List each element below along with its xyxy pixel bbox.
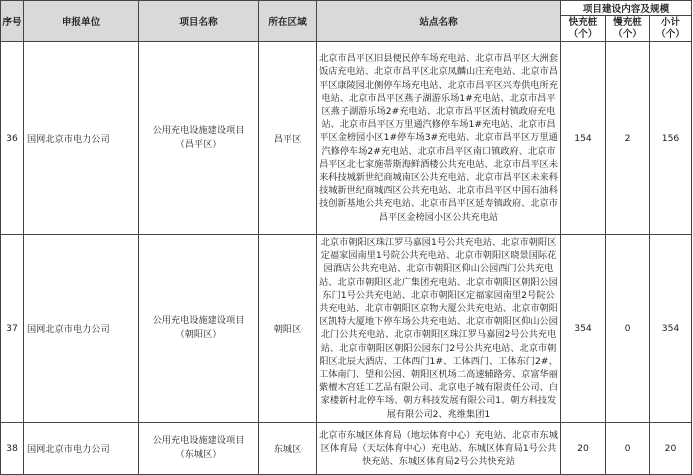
header-row-top — [1, 1, 692, 16]
header-sites: 站点名称 — [317, 1, 561, 42]
row-project: 公用充电设施建设项目（昌平区） — [139, 42, 259, 235]
header-fast: 快充桩（个） — [561, 16, 606, 42]
header-subtotal: 小计（个） — [650, 16, 692, 42]
row-district: 朝阳区 — [259, 235, 317, 423]
row-district: 昌平区 — [259, 42, 317, 235]
row-fast: 20 — [561, 422, 606, 474]
row-seq: 37 — [1, 235, 24, 423]
header-seq: 序号 — [1, 1, 24, 42]
row-project: 公用充电设施建设项目（朝阳区） — [139, 235, 259, 423]
header-district: 所在区域 — [259, 1, 317, 42]
header-slow: 慢充桩（个） — [606, 16, 650, 42]
header-unit: 申报单位 — [24, 1, 139, 42]
row-slow: 2 — [606, 42, 650, 235]
table-row — [1, 42, 692, 235]
row-unit: 国网北京市电力公司 — [24, 42, 139, 235]
row-subtotal: 354 — [650, 235, 692, 423]
header-scale-group: 项目建设内容及规模 — [561, 1, 692, 16]
header-project: 项目名称 — [139, 1, 259, 42]
row-unit: 国网北京市电力公司 — [24, 235, 139, 423]
row-seq: 36 — [1, 42, 24, 235]
row-project: 公用充电设施建设项目（东城区） — [139, 422, 259, 474]
table-row — [1, 422, 692, 474]
table-row — [1, 235, 692, 423]
row-subtotal: 156 — [650, 42, 692, 235]
row-slow: 0 — [606, 422, 650, 474]
row-district: 东城区 — [259, 422, 317, 474]
row-fast: 154 — [561, 42, 606, 235]
row-unit: 国网北京市电力公司 — [24, 422, 139, 474]
row-slow: 0 — [606, 235, 650, 423]
row-fast: 354 — [561, 235, 606, 423]
row-sites: 北京市东城区体育局（地坛体育中心）充电站、北京市东城区体育局（天坛体育中心）充电站、东城区体育局1号公共快充站、东城区体育局2号公共快充站 — [317, 422, 561, 474]
row-seq: 38 — [1, 422, 24, 474]
row-sites: 北京市昌平区旧县便民停车场充电站、北京市昌平区大洲套饭店充电站、北京市昌平区北京凤麟山庄充电站、北京市昌平区康陵园北侧停车场充电站、北京市昌平区兴寿供电所充电站、北京市昌平区燕子湖游乐场1#充电站、北京市昌平区燕子湖游乐场2#充电站、北京市昌平区流村镇政府充电站、北京市昌平区万里通汽修停车场1#充电站、北京市昌平区金榜园小区1#停车场3#充电站、北京市昌平区万里通汽修停车场2#充电站、北京市昌平区南口镇政府、北京市昌平区北七家施蒂斯海鲜酒楼公共充电站、北京市昌平区未来科技城新世纪商城南区公共充电站、北京市昌平区未来科技城新世纪商城西区公共充电站、北京市昌平区中国石油科技创新基地公共充电站、北京市昌平区延寿镇政府、北京市昌平区金榜园小区公共充电站 — [317, 42, 561, 235]
row-subtotal: 20 — [650, 422, 692, 474]
row-sites: 北京市朝阳区珠江罗马嘉园1号公共充电站、北京市朝阳区定福家园南里1号院公共充电站、北京市朝阳区晓景国际花园酒店公共充电站、北京市朝阳区仰山公园西门公共充电站、北京市朝阳区北广集团充电站、北京市朝阳区朝阳公园东门1号公共充电站、北京市朝阳区定福家园南里2号院公共充电站、北京市朝阳区京物大厦公共充电站、北京市朝阳区凯特大厦地下停车场公共充电站、北京市朝阳区仰山公园北门公共充电站、北京市朝阳区珠江罗马嘉园2号公共充电站、北京市朝阳区朝阳公园东门2号公共充电站、北京市朝阳区北辰大酒店、工体西门1#、工体西门、工体东门2#、工体南门、望和公园、朝阳区机场二高速辅路旁、京富华丽紫檀木宫廷工艺品有限公司、北京电子城有限责任公司、白家楼新村北停车场、朝方科技发展有限公司1、朝方科技发展有限公司2、兆维集团1 — [317, 235, 561, 423]
